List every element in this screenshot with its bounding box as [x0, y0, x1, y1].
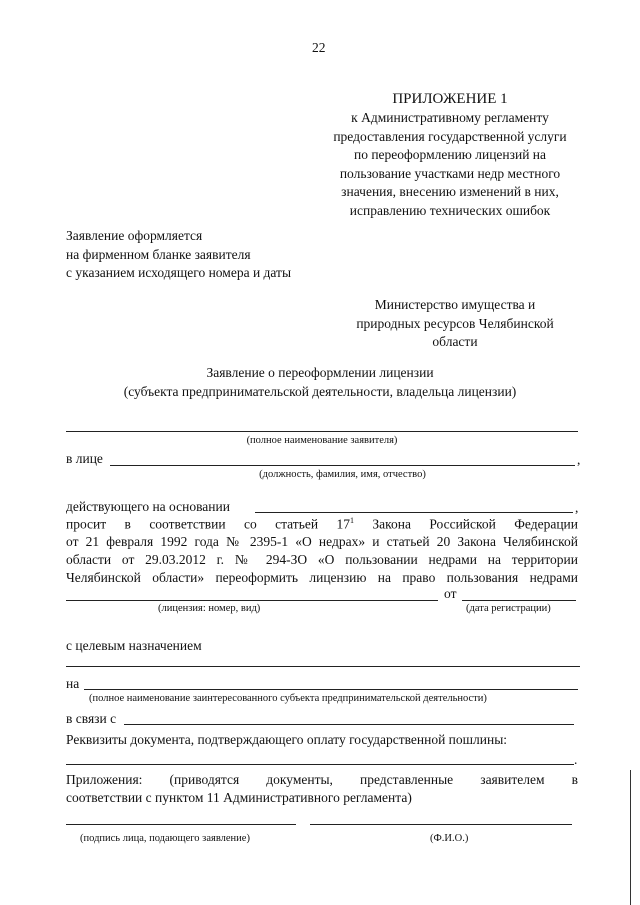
appendix-line: пользование участками недр местного — [339, 165, 561, 181]
in-person-label: в лице — [66, 451, 103, 466]
appendix-subtitle — [290, 109, 610, 220]
applicant-caption: (полное наименование заявителя) — [246, 435, 398, 446]
body-line-4: Челябинской области» переоформить лицензию на право пользования недрами — [66, 570, 578, 585]
comma: , — [575, 500, 579, 515]
body-line-3: области от 29.03.2012 г. № 294-ЗО «О пользовании недрами на территории — [66, 552, 578, 567]
acting-basis-field[interactable] — [255, 512, 573, 513]
from-label: от — [444, 586, 457, 601]
addressee-line: Министерство имущества и — [374, 297, 536, 312]
payment-field[interactable] — [66, 764, 574, 765]
name-field[interactable] — [310, 824, 572, 825]
article-superscript: 1 — [349, 516, 354, 525]
license-caption: (лицензия: номер, вид) — [158, 603, 261, 614]
in-person-caption: (должность, фамилия, имя, отчество) — [259, 469, 426, 480]
body-line-1: просит в соответствии со статьей $17^1$ Закона Российской Федерации — [66, 516, 578, 532]
addressee — [330, 296, 580, 352]
addressee-line: природных ресурсов Челябинской — [356, 315, 554, 331]
comma: , — [577, 452, 581, 467]
subject-caption: (полное наименование заинтересованного субъекта предпринимательской деятельности) — [89, 693, 487, 704]
addressee-line: области — [432, 334, 478, 349]
form-note — [66, 227, 291, 283]
reason-label: в связи с — [66, 711, 117, 726]
purpose-label: с целевым назначением — [66, 638, 202, 653]
note-line: Заявление оформляется — [66, 228, 203, 243]
appendix-line: по переоформлению лицензий на — [353, 147, 547, 162]
in-person-field[interactable] — [110, 465, 575, 466]
signature-field[interactable] — [66, 824, 296, 825]
appendix-title: ПРИЛОЖЕНИЕ 1 — [392, 91, 508, 107]
appendix-line: значения, внесению изменений в них, — [341, 184, 559, 199]
appendix-line: исправлению технических ошибок — [349, 202, 551, 218]
appendix-line: к Административному регламенту — [351, 110, 549, 125]
scan-edge — [630, 770, 631, 905]
appendix-line: предоставления государственной услуги — [333, 128, 567, 144]
period: . — [574, 752, 578, 767]
to-label: на — [66, 676, 80, 691]
page-number: 22 — [312, 40, 326, 55]
note-line: с указанием исходящего номера и даты — [66, 265, 292, 280]
form-title-line: (субъекта предпринимательской деятельности, владельца лицензии) — [123, 383, 517, 399]
license-field[interactable] — [66, 600, 438, 601]
attachments-line-1: Приложения: (приводятся документы, представленные заявителем в — [66, 772, 578, 787]
form-title-line: Заявление о переоформлении лицензии — [206, 365, 434, 380]
reg-date-field[interactable] — [462, 600, 576, 601]
payment-label: Реквизиты документа, подтверждающего оплату государственной пошлины: — [66, 732, 508, 747]
to-field[interactable] — [84, 689, 578, 690]
signature-caption: (подпись лица, подающего заявление) — [80, 833, 250, 844]
reg-date-caption: (дата регистрации) — [466, 603, 551, 614]
reason-field[interactable] — [124, 724, 574, 725]
name-caption: (Ф.И.О.) — [430, 833, 469, 844]
acting-basis-label: действующего на основании — [66, 499, 230, 514]
attachments-line-2: соответствии с пунктом 11 Административного регламента) — [66, 790, 412, 805]
note-line: на фирменном бланке заявителя — [66, 246, 251, 262]
applicant-field[interactable] — [66, 431, 578, 432]
purpose-field[interactable] — [66, 666, 580, 667]
body-line-2: от 21 февраля 1992 года № 2395-1 «О недрах» и статьей 20 Закона Челябинской — [66, 534, 578, 549]
form-title — [60, 364, 580, 401]
